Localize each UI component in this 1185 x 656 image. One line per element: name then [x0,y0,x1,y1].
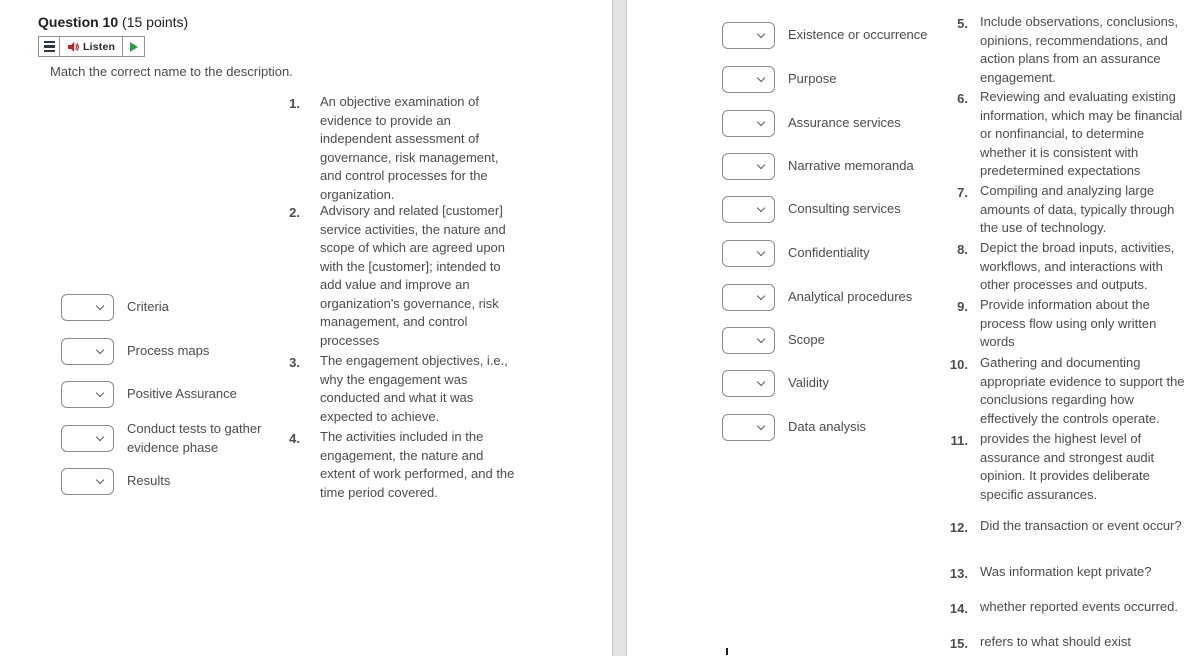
chevron-down-icon [757,204,766,213]
item-number: 9. [957,299,968,314]
match-row [722,153,914,180]
hamburger-icon [44,41,55,52]
item-number: 2. [289,205,300,220]
match-row [61,294,169,321]
item-text: Compiling and analyzing large amounts of data, typically through the use of technology. [980,183,1175,235]
match-row [722,370,829,397]
item-number: 15. [949,636,968,651]
match-row [722,284,912,311]
chevron-down-icon [757,422,766,431]
match-row [722,327,825,354]
match-row [61,420,299,457]
chevron-down-icon [96,433,105,442]
match-label: Positive Assurance [127,386,237,402]
match-select-conduct-tests[interactable] [61,425,114,452]
item-number: 8. [957,242,968,257]
match-label: Consulting services [788,201,901,217]
panel-divider [612,0,627,656]
match-label: Results [127,473,171,489]
description-item [946,239,1185,295]
match-label: Existence or occurrence [788,27,928,43]
chevron-down-icon [757,248,766,257]
item-number: 1. [289,96,300,111]
chevron-down-icon [96,302,105,311]
chevron-down-icon [96,389,105,398]
item-number: 10. [949,357,968,372]
item-text: An objective examination of evidence to provide an independent assessment of governance, risk management, and control processes for the organization. [320,94,499,202]
match-select-narrative-memoranda[interactable] [722,153,775,180]
chevron-down-icon [757,292,766,301]
description-item [278,202,520,350]
match-select-consulting-services[interactable] [722,196,775,223]
item-text: refers to what should exist [980,634,1132,649]
readspeaker-toolbar [38,36,145,57]
item-text: Provide information about the process flow using only written words [980,297,1157,349]
item-text: Gathering and documenting appropriate evidence to support the conclusions regarding how effectively the controls operate. [980,355,1185,426]
chevron-down-icon [757,30,766,39]
item-text: Was information kept private? [980,564,1152,579]
description-item [946,517,1185,536]
match-label: Data analysis [788,419,867,435]
match-row [722,66,836,93]
listen-button[interactable] [60,37,122,56]
match-select-analytical-procedures[interactable] [722,284,775,311]
description-item [946,563,1185,582]
item-number: 3. [289,355,300,370]
chevron-down-icon [96,346,105,355]
question-points: (15 points) [122,14,189,30]
match-select-confidentiality[interactable] [722,240,775,267]
description-item [946,88,1185,181]
match-row [722,110,901,137]
play-button[interactable] [122,37,144,56]
match-row [722,22,927,49]
item-number: 12. [949,520,968,535]
match-select-existence-or-occurrence[interactable] [722,22,775,49]
item-text: provides the highest level of assurance and strongest audit opinion. It provides deliberate specific assurances. [980,431,1155,502]
item-number: 5. [957,16,968,31]
description-item [946,354,1185,428]
item-text: Did the transaction or event occur? [980,518,1182,533]
chevron-down-icon [757,161,766,170]
chevron-down-icon [757,378,766,387]
chevron-down-icon [757,74,766,83]
item-number: 14. [949,601,968,616]
item-number: 4. [289,431,300,446]
match-select-validity[interactable] [722,370,775,397]
chevron-down-icon [757,335,766,344]
match-select-criteria[interactable] [61,294,114,321]
stray-mark [726,648,728,655]
match-select-scope[interactable] [722,327,775,354]
match-label: Process maps [127,343,210,359]
description-item [946,296,1185,352]
match-select-purpose[interactable] [722,66,775,93]
item-text: Depict the broad inputs, activities, workflows, and interactions with other processes and outputs. [980,240,1175,292]
item-number: 13. [949,566,968,581]
item-number: 11. [950,433,968,448]
description-item [946,633,1185,652]
item-text: Include observations, conclusions, opinions, recommendations, and action plans from an assurance engagement. [980,14,1179,85]
match-label: Criteria [127,299,169,315]
match-label: Purpose [788,71,837,87]
item-text: The engagement objectives, i.e., why the engagement was conducted and what it was expected to achieve. [320,353,508,424]
match-select-results[interactable] [61,468,114,495]
match-label: Analytical procedures [788,289,913,305]
description-item [278,428,520,502]
description-item [278,352,520,426]
item-text: The activities included in the engagement, the nature and extent of work performed, and the time period covered. [320,429,515,500]
speaker-icon [67,41,79,53]
chevron-down-icon [96,476,105,485]
match-select-process-maps[interactable] [61,338,114,365]
description-item [946,13,1185,87]
match-label: Validity [788,375,829,391]
item-number: 7. [957,185,968,200]
question-title: Question 10 [38,14,119,30]
match-row [722,196,901,223]
description-item [278,93,520,204]
match-row [61,381,237,408]
listen-label: Listen [83,40,116,53]
play-icon [130,42,138,52]
question-header [38,14,188,30]
description-item [946,598,1185,617]
item-number: 6. [957,91,968,106]
item-text: whether reported events occurred. [980,599,1178,614]
chevron-down-icon [757,118,766,127]
listen-menu-button[interactable] [39,37,60,56]
question-prompt: Match the correct name to the description. [50,64,293,79]
match-row [722,240,870,267]
match-select-positive-assurance[interactable] [61,381,114,408]
match-label: Narrative memoranda [788,158,914,174]
match-label: Confidentiality [788,245,870,261]
item-text: Advisory and related [customer] service activities, the nature and scope of which are agreed upon with the [customer]; intended to add value and improve an organization's governance, risk management, and control processes [320,203,506,348]
match-label: Conduct tests to gather evidence phase [127,421,262,455]
match-row [61,468,170,495]
description-item [946,182,1185,238]
match-select-assurance-services[interactable] [722,110,775,137]
match-select-data-analysis[interactable] [722,414,775,441]
item-text: Reviewing and evaluating existing information, which may be financial or nonfinancial, to determine whether it is consistent with predetermined expectations [980,89,1183,178]
description-item [946,430,1185,504]
match-label: Scope [788,332,825,348]
match-row [61,338,209,365]
match-row [722,414,866,441]
match-label: Assurance services [788,115,901,131]
